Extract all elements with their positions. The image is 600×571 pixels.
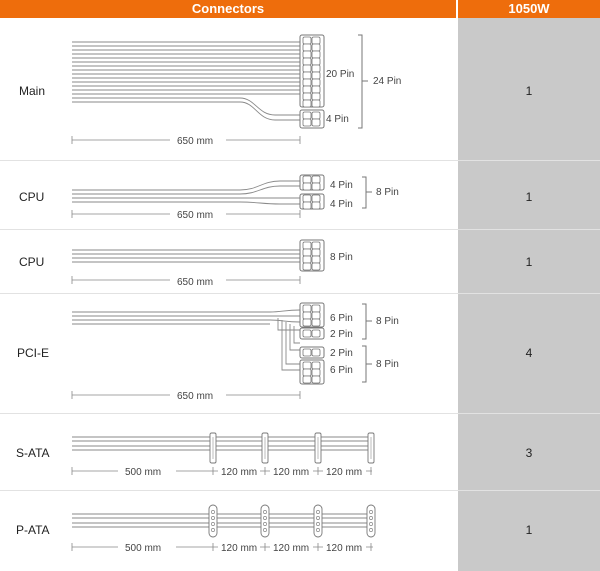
- main-total-label: 24 Pin: [373, 76, 402, 87]
- row-label-sata: S-ATA: [16, 446, 50, 460]
- pcie-connector-2pin-b: [300, 347, 324, 358]
- cpu44-brace: [362, 177, 372, 208]
- pcie-total-label-a: 8 Pin: [376, 316, 399, 327]
- cpu8-length-label: 650 mm: [177, 277, 214, 288]
- main-cable-bundle: [72, 42, 300, 120]
- row-label-pcie: PCI-E: [17, 346, 50, 360]
- cpu8-cable-bundle: [72, 250, 300, 262]
- sata-connector-1: [210, 433, 216, 463]
- pcie-cable-bundle: [72, 310, 300, 370]
- sata-connector-4: [368, 433, 374, 463]
- pata-segment-label-3: 120 mm: [326, 543, 363, 554]
- quantity-cpu-8: 1: [525, 255, 533, 269]
- pcie-brace-a: [362, 304, 372, 339]
- pata-first-length-label: 500 mm: [125, 543, 162, 554]
- pcie-connector-6pin-a: [300, 303, 324, 327]
- sata-connector-2: [262, 433, 268, 463]
- pcie-total-label-b: 8 Pin: [376, 359, 399, 370]
- pata-connector-2: [261, 505, 269, 537]
- sata-segment-label-1: 120 mm: [221, 467, 258, 478]
- sata-cable-bundle: [72, 437, 373, 450]
- pcie-pin-label-2b: 2 Pin: [330, 348, 353, 359]
- pcie-connector-2pin-a: [300, 328, 324, 339]
- cpu44-connector-a: [300, 175, 324, 190]
- main-4pin-connector: [300, 110, 324, 128]
- pcie-brace-b: [362, 346, 372, 382]
- sata-first-length-label: 500 mm: [125, 467, 162, 478]
- main-pin-label-4: 4 Pin: [326, 114, 349, 125]
- cpu44-pin-label-b: 4 Pin: [330, 199, 353, 210]
- header-model: 1050W: [458, 0, 600, 18]
- row-label-main: Main: [19, 84, 46, 98]
- pcie-pin-label-2a: 2 Pin: [330, 329, 353, 340]
- cpu44-total-label: 8 Pin: [376, 187, 399, 198]
- row-label-pata: P-ATA: [16, 523, 50, 537]
- cpu8-pin-label: 8 Pin: [330, 252, 353, 263]
- pcie-pin-label-6b: 6 Pin: [330, 365, 353, 376]
- cpu44-pin-label-a: 4 Pin: [330, 180, 353, 191]
- sata-segment-label-3: 120 mm: [326, 467, 363, 478]
- sata-connector-3: [315, 433, 321, 463]
- row-label-cpu-4plus4: CPU: [19, 190, 45, 204]
- main-20pin-connector: [300, 35, 324, 107]
- pcie-pin-label-6a: 6 Pin: [330, 313, 353, 324]
- pcie-length-label: 650 mm: [177, 391, 214, 402]
- cpu8-connector: [300, 240, 324, 271]
- quantity-main: 1: [525, 84, 533, 98]
- pata-segment-label-1: 120 mm: [221, 543, 258, 554]
- cpu44-cable-bundle: [72, 181, 300, 204]
- pata-connector-3: [314, 505, 322, 537]
- quantity-sata: 3: [525, 446, 533, 460]
- main-pin-label-20: 20 Pin: [326, 69, 355, 80]
- main-length-label: 650 mm: [177, 136, 214, 147]
- pcie-connector-6pin-b: [300, 360, 324, 384]
- quantity-pata: 1: [525, 523, 533, 537]
- header-connectors: Connectors: [0, 0, 456, 18]
- sata-segment-label-2: 120 mm: [273, 467, 310, 478]
- pata-segment-label-2: 120 mm: [273, 543, 310, 554]
- main-brace: [358, 35, 368, 128]
- quantity-cpu-4plus4: 1: [525, 190, 533, 204]
- pata-connector-4: [367, 505, 375, 537]
- pata-cable-bundle: [72, 514, 375, 527]
- pata-connector-1: [209, 505, 217, 537]
- cpu44-connector-b: [300, 194, 324, 209]
- quantity-pcie: 4: [525, 346, 533, 360]
- row-label-cpu-8: CPU: [19, 255, 45, 269]
- cpu44-length-label: 650 mm: [177, 210, 214, 221]
